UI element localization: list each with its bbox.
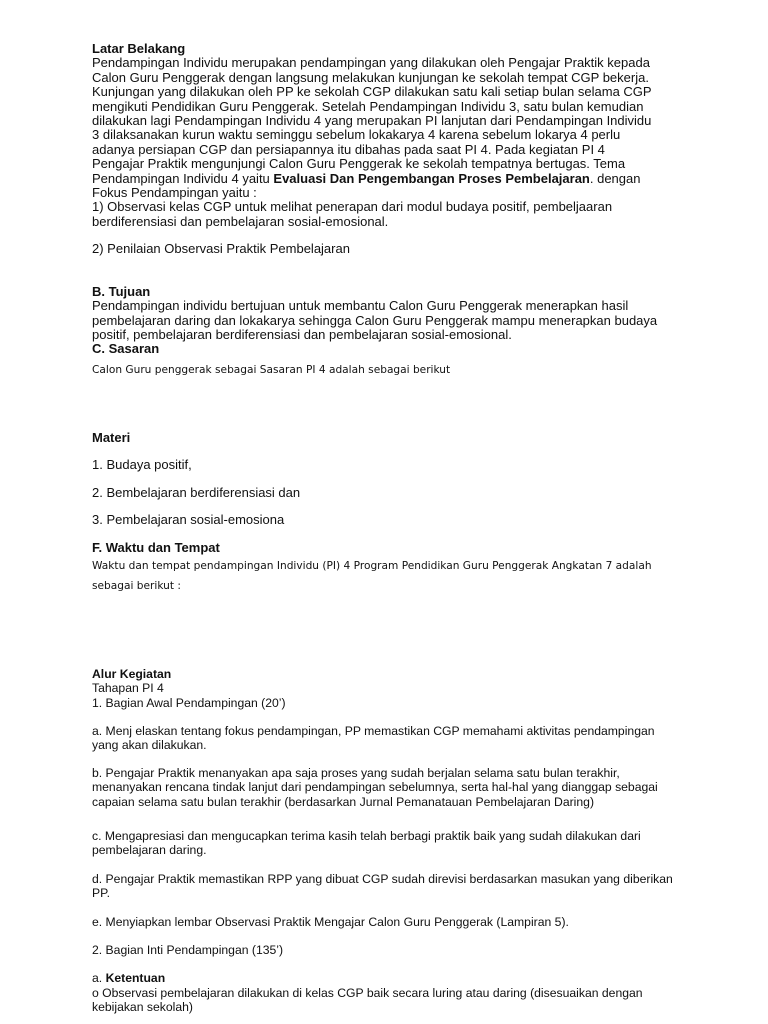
latar-line-6: 3 dilaksanakan kurun waktu seminggu sebelum lokakarya 4 karena sebelum lokarya 4 perlu xyxy=(92,127,621,143)
fokus-1a: 1) Observasi kelas CGP untuk melihat penerapan dari modul budaya positif, pembeljaaran xyxy=(92,199,613,215)
alur-o1-2: kebijakan sekolah) xyxy=(92,1000,193,1015)
tema-suffix: . dengan xyxy=(589,170,641,186)
alur-o1-1: o Observasi pembelajaran dilakukan di kelas CGP baik secara luring atau daring (disesuaikan dengan xyxy=(92,985,643,1000)
latar-line-3: Kunjungan yang dilakukan oleh PP ke sekolah CGP dilakukan satu kali setiap bulan selama CGP xyxy=(92,84,652,100)
latar-line-8: Pengajar Praktik mengunjungi Calon Guru Penggerak ke sekolah tempatnya bertugas. Tema xyxy=(92,156,626,172)
ketentuan-prefix: a. xyxy=(92,971,106,986)
alur-tahapan: Tahapan PI 4 xyxy=(92,681,164,696)
alur-a-2: yang akan dilakukan. xyxy=(92,738,207,753)
latar-title: Latar Belakang xyxy=(92,41,186,56)
materi-title: Materi xyxy=(92,429,131,445)
materi-item-2: 2. Bembelajaran berdiferensiasi dan xyxy=(92,484,301,500)
fokus-2: 2) Penilaian Observasi Praktik Pembelajaran xyxy=(92,241,350,257)
tema-bold: Evaluasi Dan Pengembangan Proses Pembelajaran xyxy=(273,170,590,186)
alur-c-2: pembelajaran daring. xyxy=(92,843,207,858)
alur-bagian-awal: 1. Bagian Awal Pendampingan (20’) xyxy=(92,695,286,710)
latar-line-7: adanya persiapan CGP dan persiapannya itu dibahas pada saat PI 4. Pada kegiatan PI 4 xyxy=(92,141,605,157)
alur-d-1: d. Pengajar Praktik memastikan RPP yang dibuat CGP sudah direvisi berdasarkan masukan yang diberikan xyxy=(92,871,673,886)
latar-line-5: dilakukan lagi Pendampingan Individu 4 yang merupakan PI lanjutan dari Pendampingan Individu xyxy=(92,113,652,129)
alur-b-3: capaian selama satu bulan terakhir (berdasarkan Jurnal Pemanatauan Pembelajaran Daring) xyxy=(92,794,595,809)
sasaran-text: Calon Guru penggerak sebagai Sasaran PI 4 adalah sebagai berikut xyxy=(92,363,451,376)
alur-b-1: b. Pengajar Praktik menanyakan apa saja proses yang sudah berjalan selama satu bulan terakhir, xyxy=(92,765,620,780)
fokus-1b: berdiferensiasi dan pembelajaran sosial-emosional. xyxy=(92,213,389,229)
waktu-title: F. Waktu dan Tempat xyxy=(92,540,220,556)
tujuan-line-3: positif, pembelajaran berdiferensiasi dan pembelajaran sosial-emosional. xyxy=(92,326,512,342)
alur-bagian-inti: 2. Bagian Inti Pendampingan (135’) xyxy=(92,943,284,958)
latar-line-4: mengikuti Pendidikan Guru Penggerak. Setelah Pendampingan Individu 3, satu bulan kemudian xyxy=(92,98,644,114)
alur-b-2: menanyakan rencana tindak lanjut dari pendampingan sebelumnya, serta hal-hal yang dianggap sebagai xyxy=(92,780,658,795)
alur-a-1: a. Menj elaskan tentang fokus pendampingan, PP memastikan CGP memahami aktivitas pendampingan xyxy=(92,723,655,738)
latar-line-2: Calon Guru Penggerak dengan langsung melakukan kunjungan ke sekolah tempat CGP bekerja. xyxy=(92,69,649,85)
latar-line-1: Pendampingan Individu merupakan pendampingan yang dilakukan oleh Pengajar Praktik kepada xyxy=(92,55,650,71)
alur-d-2: PP. xyxy=(92,886,111,901)
fokus-line: Fokus Pendampingan yaitu : xyxy=(92,185,257,201)
waktu-line-1: Waktu dan tempat pendampingan Individu (PI) 4 Program Pendidikan Guru Penggerak Angkatan 7 adalah xyxy=(92,559,652,572)
waktu-line-2: sebagai berikut : xyxy=(92,579,181,592)
tujuan-line-2: pembelajaran daring dan lokakarya sehingga Calon Guru Penggerak mampu menerapkan budaya xyxy=(92,312,658,328)
alur-title: Alur Kegiatan xyxy=(92,666,172,681)
ketentuan-bold: Ketentuan xyxy=(105,971,166,986)
sasaran-title: C. Sasaran xyxy=(92,341,160,357)
materi-item-1: 1. Budaya positif, xyxy=(92,457,192,473)
latar-tema-line xyxy=(92,172,722,186)
document-page xyxy=(92,42,722,1015)
tema-prefix: Pendampingan Individu 4 yaitu xyxy=(92,170,274,186)
tujuan-line-1: Pendampingan individu bertujuan untuk membantu Calon Guru Penggerak menerapkan hasil xyxy=(92,298,629,314)
tujuan-title: B. Tujuan xyxy=(92,283,151,299)
alur-c-1: c. Mengapresiasi dan mengucapkan terima kasih telah berbagi praktik baik yang sudah dilakukan dari xyxy=(92,829,641,843)
alur-ketentuan xyxy=(92,971,722,985)
materi-item-3: 3. Pembelajaran sosial-emosiona xyxy=(92,511,285,527)
alur-e: e. Menyiapkan lembar Observasi Praktik Mengajar Calon Guru Penggerak (Lampiran 5). xyxy=(92,914,569,929)
